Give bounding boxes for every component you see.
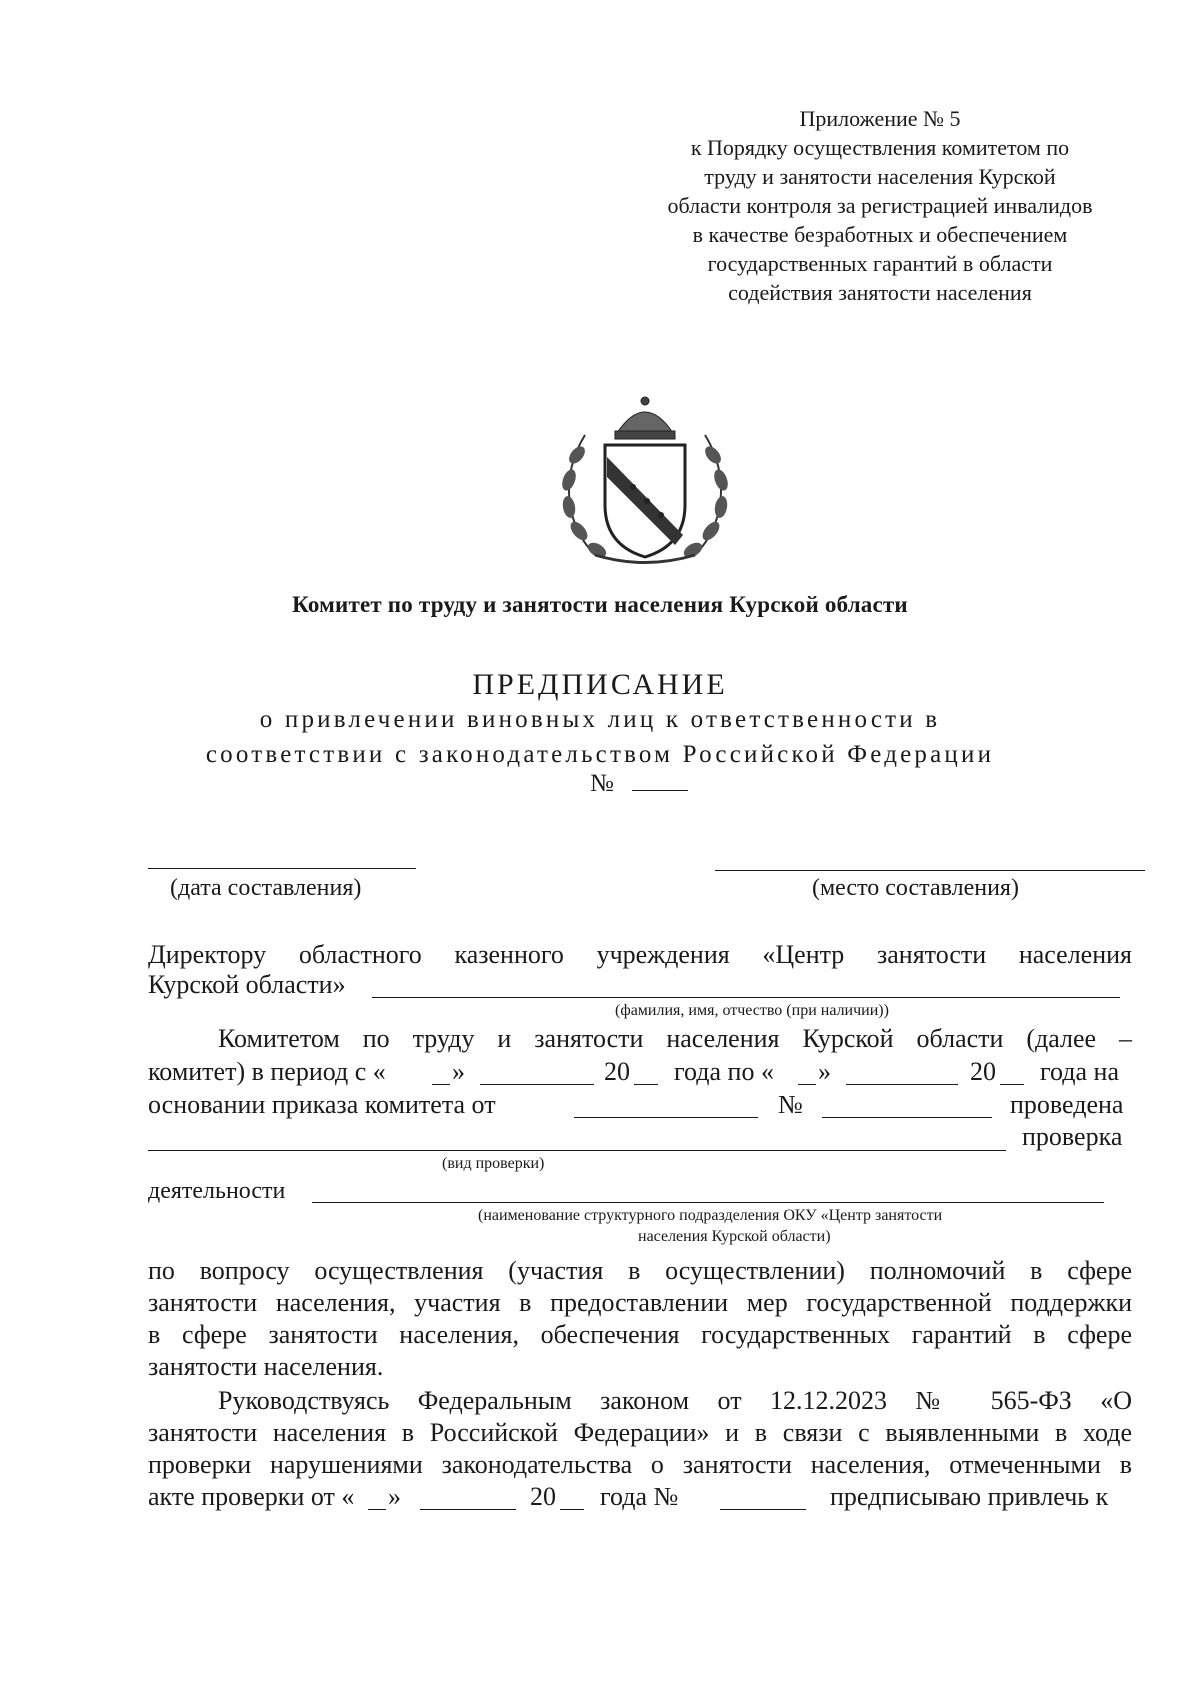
act-day-blank — [368, 1509, 386, 1510]
p1-line-2a: комитет) в период с « — [148, 1057, 386, 1086]
p1-line-3b: № — [778, 1090, 803, 1119]
order-date-blank — [574, 1117, 758, 1118]
check-type-blank — [148, 1150, 1006, 1151]
number-label: № — [590, 770, 614, 797]
appendix-line: Приложение № 5 — [799, 106, 961, 131]
appendix-line: содействия занятости населения — [728, 280, 1032, 305]
p3-line-4c: 20 — [530, 1482, 556, 1511]
month-blank-2 — [846, 1084, 958, 1085]
act-number-blank — [720, 1509, 806, 1510]
p2-line-3: в сфере занятости населения, обеспечения государственных гарантий в сфере — [148, 1320, 1132, 1349]
order-number-blank — [822, 1117, 992, 1118]
document-number — [590, 768, 688, 798]
check-type-caption: (вид проверки) — [442, 1155, 545, 1172]
document-subtitle-2: соответствии с законодательством Российской Федерации — [205, 741, 995, 768]
p3-line-4e: предписываю привлечь к — [830, 1482, 1109, 1511]
number-blank — [632, 768, 688, 791]
p1-line-1: Комитетом по труду и занятости населения Курской области (далее – — [218, 1024, 1132, 1053]
date-caption: (дата составления) — [170, 875, 362, 901]
p1-line-2g: года на — [1040, 1057, 1119, 1086]
p3-line-3: проверки нарушениями законодательства о занятости населения, отмеченными в — [148, 1450, 1132, 1479]
p3-line-4a: акте проверки от « — [148, 1482, 355, 1511]
p3-line-2: занятости населения в Российской Федерации» и в связи с выявленными в ходе — [148, 1418, 1132, 1447]
act-year-blank — [560, 1509, 584, 1510]
fio-caption: (фамилия, имя, отчество (при наличии)) — [615, 1002, 889, 1019]
committee-name: Комитет по труду и занятости населения Курской области — [292, 592, 908, 617]
year-blank — [634, 1084, 658, 1085]
p2-line-4: занятости населения. — [148, 1352, 384, 1381]
fio-blank — [372, 997, 1120, 998]
day-blank — [432, 1084, 450, 1085]
year-blank-2 — [1000, 1084, 1024, 1085]
month-blank — [480, 1084, 594, 1085]
coat-of-arms-emblem — [555, 395, 735, 567]
p1-line-2d: года по « — [674, 1057, 774, 1086]
appendix-block — [600, 104, 1160, 307]
addressee-line-1: Директору областного казенного учреждения «Центр занятости населения — [148, 940, 1132, 969]
addressee-line-2: Курской области» — [148, 970, 346, 999]
appendix-line: области контроля за регистрацией инвалидов — [667, 193, 1093, 218]
appendix-line: к Порядку осуществления комитетом по — [690, 135, 1070, 160]
division-blank — [312, 1202, 1104, 1203]
p3-line-4b: » — [388, 1482, 401, 1511]
p1-line-2b: » — [452, 1057, 465, 1086]
p1-line-3a: основании приказа комитета от — [148, 1090, 496, 1119]
p1-line-2e: » — [818, 1057, 831, 1086]
division-caption-2: населения Курской области) — [638, 1228, 831, 1245]
place-caption: (место составления) — [812, 875, 1019, 901]
division-caption-1: (наименование структурного подразделения ОКУ «Центр занятости — [478, 1207, 943, 1224]
p2-line-1: по вопросу осуществления (участия в осуществлении) полномочий в сфере — [148, 1256, 1132, 1285]
appendix-line: в качестве безработных и обеспечением — [692, 222, 1068, 247]
place-blank — [715, 870, 1145, 871]
p2-line-2: занятости населения, участия в предоставлении мер государственной поддержки — [148, 1288, 1132, 1317]
document-title: ПРЕДПИСАНИЕ — [472, 668, 728, 701]
p1-line-5: деятельности — [148, 1178, 286, 1204]
appendix-line: труду и занятости населения Курской — [704, 164, 1056, 189]
day-blank-2 — [798, 1084, 816, 1085]
p3-line-4d: года № — [600, 1482, 679, 1511]
p1-line-2c: 20 — [604, 1057, 630, 1086]
date-blank — [148, 868, 416, 869]
document-subtitle-1: о привлечении виновных лиц к ответственности в — [259, 706, 941, 733]
p3-line-1: Руководствуясь Федеральным законом от 12.12.2023 № 565-ФЗ «О — [218, 1386, 1132, 1415]
p1-line-4: проверка — [1022, 1122, 1123, 1151]
p1-line-3c: проведена — [1010, 1090, 1124, 1119]
appendix-line: государственных гарантий в области — [707, 251, 1053, 276]
act-month-blank — [420, 1509, 516, 1510]
p1-line-2f: 20 — [970, 1057, 996, 1086]
